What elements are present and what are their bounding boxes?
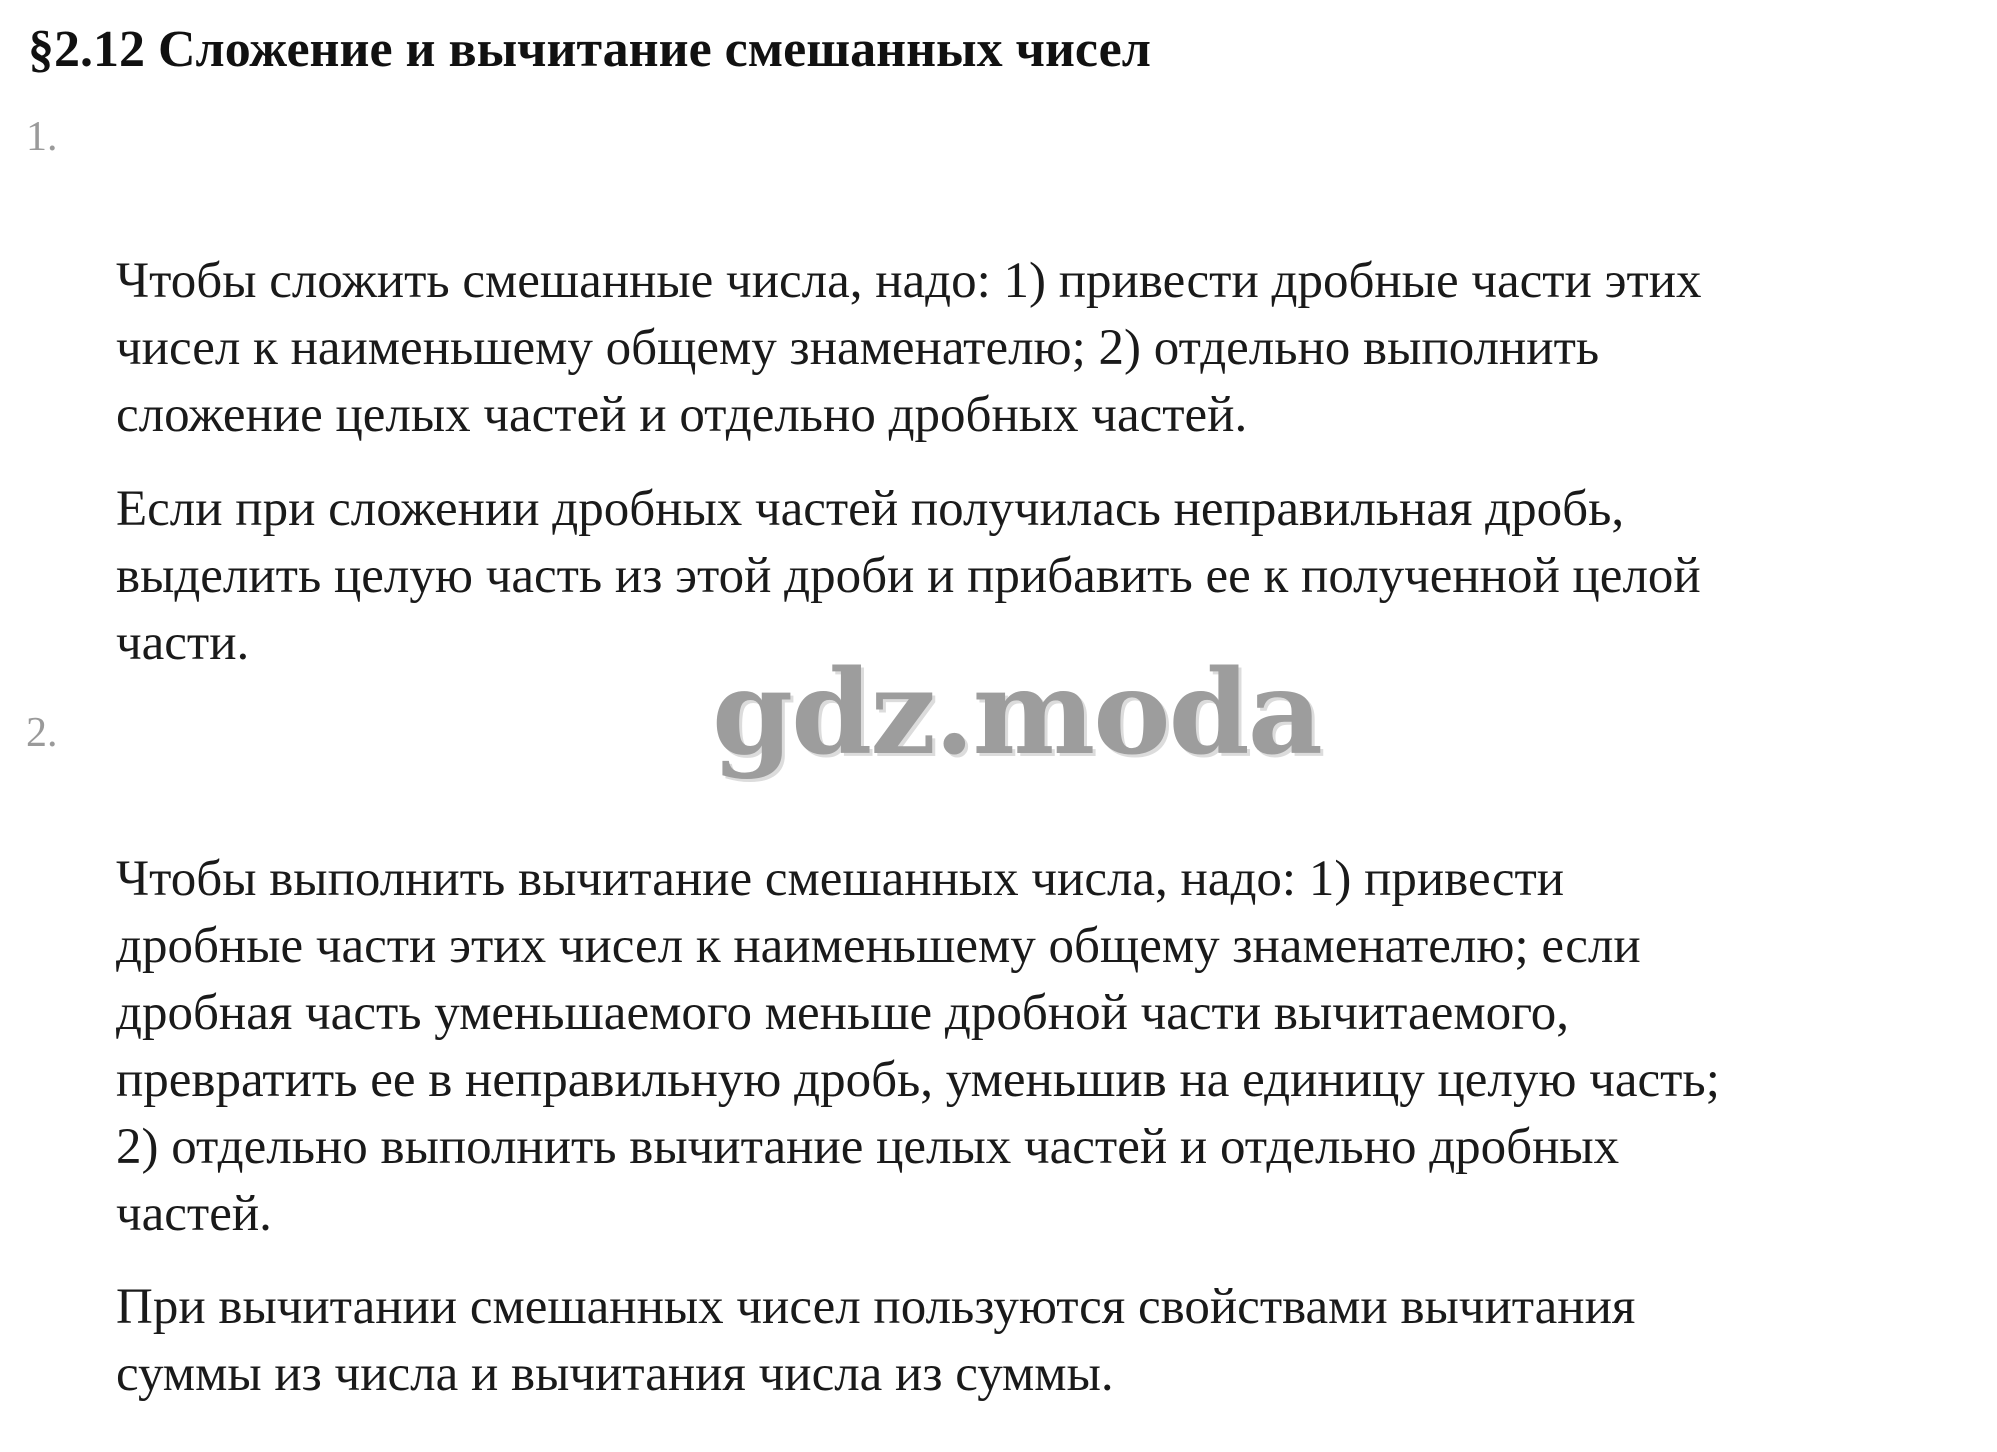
section-title: §2.12 Сложение и вычитание смешанных чисел — [28, 21, 1151, 78]
item-2-paragraph-1: Чтобы выполнить вычитание смешанных числа, надо: 1) привести дробные части этих чисел к наименьшему общему знаменателю; если дробная часть уменьшаемого меньше дробной части вычитаемого, превратить ее в неправильную дробь, уменьшив на единицу целую часть; 2) отдельно выполнить вычитание целых частей и отдельно дробных частей. — [116, 851, 1720, 1242]
item-2-paragraph-2: При вычитании смешанных чисел пользуются свойствами вычитания суммы из числа и вычитания числа из суммы. — [116, 1279, 1636, 1402]
watermark-logo: gdz.moda — [712, 645, 1321, 781]
item-number-2: 2. — [26, 710, 58, 756]
item-1-paragraph-2: Если при сложении дробных частей получилась неправильная дробь, выделить целую часть из этой дроби и прибавить ее к полученной целой части. — [116, 481, 1701, 671]
item-number-1: 1. — [26, 114, 58, 160]
item-1-paragraph-1: Чтобы сложить смешанные числа, надо: 1) привести дробные части этих чисел к наименьшему общему знаменателю; 2) отдельно выполнить сложение целых частей и отдельно дробных частей. — [116, 253, 1702, 443]
